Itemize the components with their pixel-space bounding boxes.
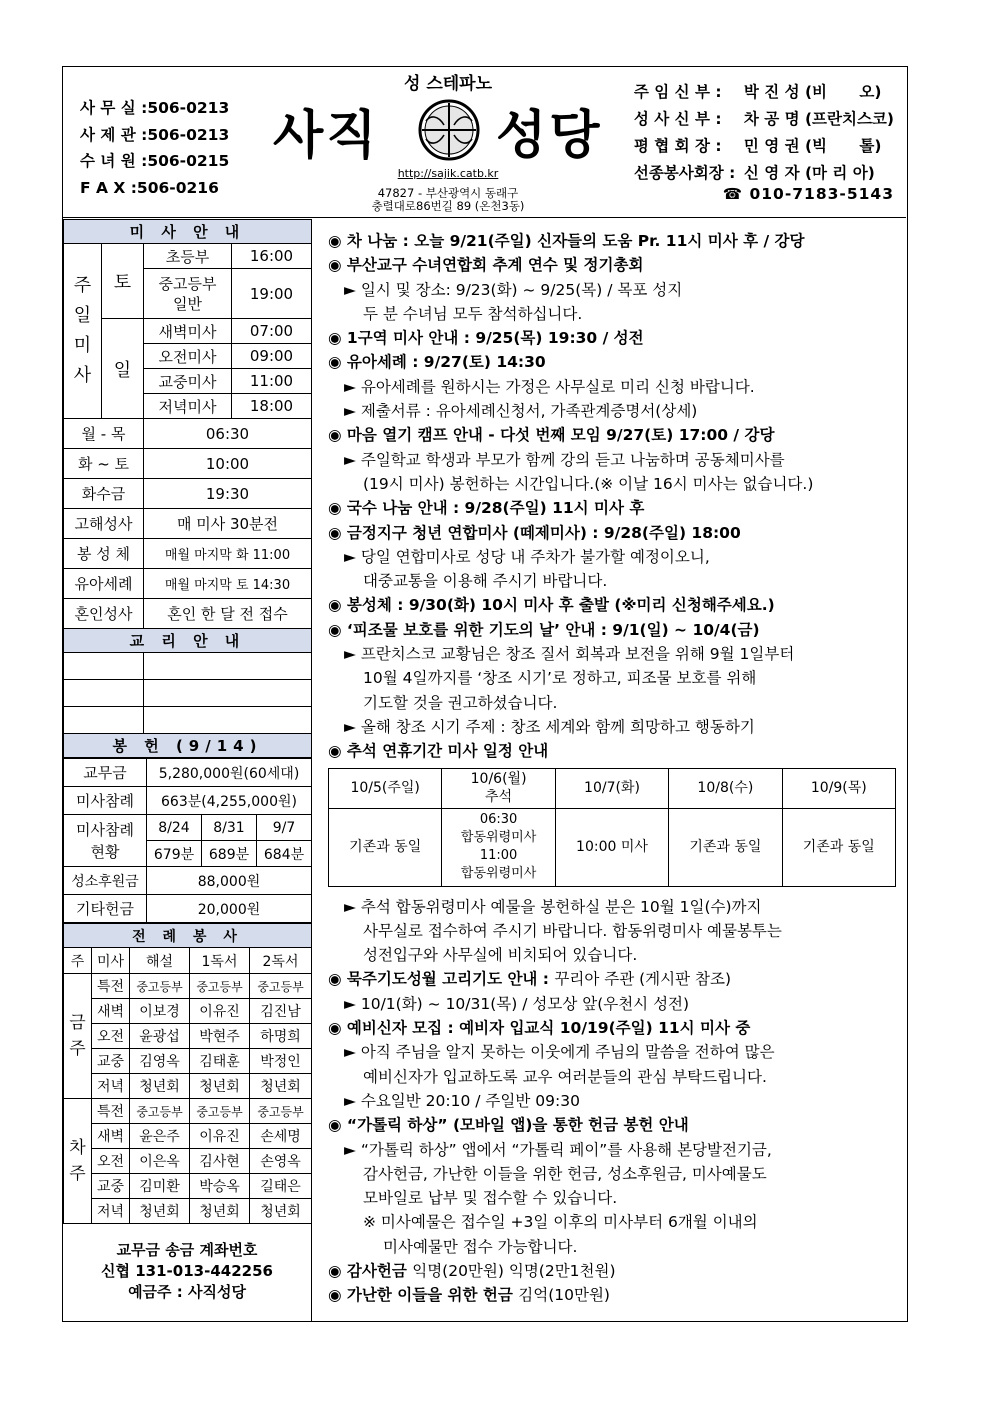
announcement-text: 성전입구와 사무실에 비치되어 있습니다.	[363, 946, 638, 965]
website-link[interactable]: http://sajik.catb.kr	[397, 167, 499, 180]
mass-name: 초등부	[144, 244, 232, 269]
announcement-text: 사무실로 접수하여 주시기 바랍니다. 합동위령미사 예물봉투는	[363, 921, 782, 940]
weekday-name: 화 ~ 토	[64, 449, 144, 479]
schedule-cell: 10:00 미사	[555, 808, 668, 886]
liturgy-cell: 박승옥	[190, 1174, 250, 1199]
announcement-bullet: ► 올해 창조 시기 주제 : 창조 세계와 함께 희망하고 행동하기	[344, 717, 755, 736]
attendance-count: 679분	[147, 841, 202, 867]
liturgy-cell: 특전	[92, 974, 130, 999]
attendance-date: 8/24	[147, 815, 202, 841]
liturgy-cell: 중고등부	[190, 1099, 250, 1124]
mass-info-title: 미 사 안 내	[64, 220, 312, 244]
announcement-heading: ◉ 부산교구 수녀연합회 추계 연수 및 정기총회	[328, 256, 644, 275]
announcement-text: 10월 4일까지를 ‘창조 시기’로 정하고, 피조물 보호를 위해	[363, 669, 757, 688]
liturgy-cell: 청년회	[130, 1199, 190, 1224]
liturgy-cell: 청년회	[250, 1074, 312, 1099]
liturgy-cell: 손세명	[250, 1124, 312, 1149]
announcement-heading: ◉ 차 나눔 : 오늘 9/21(주일) 신자들의 도움 Pr. 11시 미사 후 / 강당	[328, 232, 805, 250]
schedule-day: 10/5(주일)	[329, 768, 442, 808]
announcement-bullet: ► 아직 주님을 알지 못하는 이웃에게 주님의 말씀을 전하여 많은	[344, 1043, 775, 1062]
liturgy-cell: 저녁	[92, 1074, 130, 1099]
announcement-bullet: ► 제출서류 : 유아세례신청서, 가족관계증명서(상세)	[344, 402, 698, 421]
announcement-heading: ◉ 가난한 이들을 위한 헌금 김억(10만원)	[328, 1286, 610, 1305]
offering-value: 20,000원	[147, 895, 312, 923]
sacrament-name: 봉 성 체	[64, 539, 144, 569]
sunday-label: 일	[102, 319, 144, 419]
announcement-bullet: ► 당일 연합미사로 성당 내 주차가 불가할 예정이오니,	[344, 547, 710, 566]
bulletin-header	[63, 67, 906, 218]
church-emblem-icon	[416, 97, 482, 163]
offering-value: 88,000원	[147, 867, 312, 895]
announcement-heading: ◉ 1구역 미사 안내 : 9/25(목) 19:30 / 성전	[328, 329, 644, 348]
liturgy-cell: 교중	[92, 1049, 130, 1074]
liturgy-cell: 김태훈	[190, 1049, 250, 1074]
phone-number: ☎ 010-7183-5143	[722, 185, 894, 203]
liturgy-cell: 오전	[92, 1024, 130, 1049]
announcement-heading: ◉ ‘피조물 보호를 위한 기도의 날’ 안내 : 9/1(일) ~ 10/4(금)	[328, 620, 760, 639]
contact-fax: F A X :506-0216	[80, 178, 219, 197]
attendance-date: 8/31	[202, 815, 257, 841]
liturgy-cell: 이보경	[130, 999, 190, 1024]
liturgy-cell: 새벽	[92, 1124, 130, 1149]
liturgy-cell: 청년회	[190, 1199, 250, 1224]
doctrine-cell	[64, 707, 144, 734]
church-name-right: 성당	[496, 106, 603, 166]
liturgy-title: 전 례 봉 사	[64, 924, 312, 948]
announcement-heading: ◉ “가톨릭 하상” (모바일 앱)을 통한 헌금 봉헌 안내	[328, 1116, 689, 1135]
doctrine-cell	[144, 653, 312, 680]
this-week-label: 금 주	[64, 974, 92, 1099]
offering-title: 봉 헌 (9/14)	[64, 734, 312, 758]
liturgy-header: 해설	[130, 948, 190, 974]
announcement-heading: ◉ 추석 연휴기간 미사 일정 안내	[328, 742, 549, 761]
sacrament-time: 매월 마지막 화 11:00	[144, 539, 312, 569]
liturgy-cell: 박정인	[250, 1049, 312, 1074]
announcement-text: 감사헌금, 가난한 이들을 위한 헌금, 성소후원금, 미사예물도	[363, 1164, 767, 1183]
offering-name: 교무금	[64, 759, 147, 787]
liturgy-cell: 청년회	[250, 1199, 312, 1224]
announcement-bullet: ► 프란치스코 교황님은 창조 질서 회복과 보전을 위해 9월 1일부터	[344, 645, 795, 664]
announcement-bullet: ► 10/1(화) ~ 10/31(목) / 성모상 앞(우천시 성전)	[344, 994, 690, 1013]
mass-time: 19:00	[232, 269, 312, 319]
announcement-heading: ◉ 국수 나눔 안내 : 9/28(주일) 11시 미사 후	[328, 499, 645, 518]
offering-value: 663분(4,255,000원)	[147, 787, 312, 815]
mass-name: 중고등부 일반	[144, 269, 232, 319]
liturgy-cell: 청년회	[130, 1074, 190, 1099]
staff-row: 성 사 신 부 : 차 공 명 (프란치스코)	[633, 110, 894, 128]
liturgy-cell: 이유진	[190, 999, 250, 1024]
liturgy-table	[63, 923, 312, 1224]
office-contacts	[80, 95, 229, 201]
church-address: 47827 - 부산광역시 동래구 충렬대로86번길 89 (온천3동)	[371, 186, 525, 213]
doctrine-cell	[144, 707, 312, 734]
liturgy-cell: 손영옥	[250, 1149, 312, 1174]
liturgy-cell: 새벽	[92, 999, 130, 1024]
weekday-time: 06:30	[144, 419, 312, 449]
doctrine-cell	[144, 680, 312, 707]
doctrine-cell	[64, 653, 144, 680]
liturgy-header: 1독서	[190, 948, 250, 974]
announcement-text: 예비신자가 입교하도록 교우 여러분들의 관심 부탁드립니다.	[363, 1067, 767, 1086]
church-patron: 성 스테파노	[403, 74, 493, 94]
offering-name: 미사참례	[64, 787, 147, 815]
liturgy-header: 미사	[92, 948, 130, 974]
liturgy-cell: 박현주	[190, 1024, 250, 1049]
liturgy-cell: 특전	[92, 1099, 130, 1124]
attendance-count: 689분	[202, 841, 257, 867]
liturgy-cell: 김영옥	[130, 1049, 190, 1074]
liturgy-cell: 중고등부	[250, 974, 312, 999]
attendance-count: 684분	[257, 841, 312, 867]
announcement-bullet: ► 일시 및 장소: 9/23(화) ~ 9/25(목) / 목포 성지	[344, 280, 683, 299]
announcements-column	[314, 219, 906, 1322]
schedule-day: 10/7(화)	[555, 768, 668, 808]
liturgy-cell: 교중	[92, 1174, 130, 1199]
mass-name: 저녁미사	[144, 394, 232, 419]
liturgy-cell: 윤은주	[130, 1124, 190, 1149]
liturgy-header: 주	[64, 948, 92, 974]
liturgy-cell: 길태은	[250, 1174, 312, 1199]
announcement-heading: ◉ 예비신자 모집 : 예비자 입교식 10/19(주일) 11시 미사 중	[328, 1019, 751, 1038]
weekday-name: 화수금	[64, 479, 144, 509]
mass-schedule-table	[63, 219, 312, 758]
mass-time: 18:00	[232, 394, 312, 419]
announcement-note: 미사예물만 접수 가능합니다.	[383, 1237, 578, 1256]
schedule-cell: 기존과 동일	[782, 808, 895, 886]
offering-name: 기타헌금	[64, 895, 147, 923]
announcement-heading: ◉ 마음 열기 캠프 안내 - 다섯 번째 모임 9/27(토) 17:00 / 강당	[328, 426, 775, 445]
mass-name: 새벽미사	[144, 319, 232, 344]
schedule-cell: 기존과 동일	[669, 808, 782, 886]
chuseok-schedule-table	[328, 768, 896, 887]
announcement-bullet: ► 주일학교 학생과 부모가 함께 강의 듣고 나눔하며 공동체미사를	[344, 450, 785, 469]
announcement-text: 대중교통을 이용해 주시기 바랍니다.	[363, 572, 608, 591]
saturday-label: 토	[102, 244, 144, 319]
sacrament-time: 매월 마지막 토 14:30	[144, 569, 312, 599]
schedule-day: 10/6(월) 추석	[442, 768, 555, 808]
liturgy-cell: 윤광섭	[130, 1024, 190, 1049]
mass-time: 07:00	[232, 319, 312, 344]
announcement-heading: ◉ 감사헌금 익명(20만원) 익명(2만1천원)	[328, 1261, 616, 1280]
staff-row: 주 임 신 부 : 박 진 성 (비 오)	[633, 83, 882, 101]
church-title-block	[268, 67, 628, 218]
announcement-heading: ◉ 금정지구 청년 연합미사 (떼제미사) : 9/28(주일) 18:00	[328, 523, 741, 542]
offering-table	[63, 758, 312, 923]
weekday-name: 월 - 목	[64, 419, 144, 449]
announcement-bullet: ► 유아세례를 원하시는 가정은 사무실로 미리 신청 바랍니다.	[344, 377, 755, 396]
bulletin-page	[62, 66, 908, 1322]
attendance-label: 미사참례 현황	[64, 815, 147, 867]
announcement-bullet: ► “가톨릭 하상” 앱에서 “가톨릭 페이”를 사용해 본당발전기금,	[344, 1140, 772, 1159]
staff-row: 선종봉사회장 : 신 영 자 (마 리 아)	[633, 164, 875, 182]
offering-name: 성소후원금	[64, 867, 147, 895]
announcement-heading: ◉ 봉성체 : 9/30(화) 10시 미사 후 출발 (※미리 신청해주세요.)	[328, 596, 775, 615]
mass-name: 교중미사	[144, 369, 232, 394]
contact-office: 사 무 실 :506-0213	[80, 99, 230, 117]
liturgy-cell: 저녁	[92, 1199, 130, 1224]
left-column	[63, 219, 312, 1322]
contact-convent: 수 녀 원 :506-0215	[80, 152, 230, 170]
liturgy-cell: 김미환	[130, 1174, 190, 1199]
church-name-left: 사직	[273, 106, 380, 166]
liturgy-cell: 청년회	[190, 1074, 250, 1099]
next-week-label: 차 주	[64, 1099, 92, 1224]
staff-list	[634, 79, 894, 187]
sacrament-name: 혼인성사	[64, 599, 144, 629]
liturgy-cell: 하명희	[250, 1024, 312, 1049]
schedule-cell: 06:30 합동위령미사 11:00 합동위령미사	[442, 808, 555, 886]
mass-time: 09:00	[232, 344, 312, 369]
schedule-day: 10/9(목)	[782, 768, 895, 808]
weekday-time: 19:30	[144, 479, 312, 509]
sunday-mass-label: 주 일 미 사	[64, 244, 102, 419]
liturgy-cell: 중고등부	[130, 1099, 190, 1124]
liturgy-cell: 이유진	[190, 1124, 250, 1149]
weekday-time: 10:00	[144, 449, 312, 479]
liturgy-cell: 이은옥	[130, 1149, 190, 1174]
offering-value: 5,280,000원(60세대)	[147, 759, 312, 787]
attendance-date: 9/7	[257, 815, 312, 841]
announcement-bullet: ► 수요일반 20:10 / 주일반 09:30	[344, 1091, 580, 1110]
sacrament-time: 혼인 한 달 전 접수	[144, 599, 312, 629]
liturgy-cell: 중고등부	[250, 1099, 312, 1124]
staff-row: 평 협 회 장 : 민 영 권 (빅 톨)	[633, 137, 882, 155]
announcement-heading: ◉ 묵주기도성월 고리기도 안내 : 꾸리아 주관 (게시판 참조)	[328, 970, 731, 989]
doctrine-cell	[64, 680, 144, 707]
bank-account-info: 교무금 송금 계좌번호 신협 131-013-442256 예금주 : 사직성당	[101, 1241, 273, 1301]
announcement-heading: ◉ 유아세례 : 9/27(토) 14:30	[328, 353, 546, 372]
liturgy-cell: 김사현	[190, 1149, 250, 1174]
liturgy-cell: 중고등부	[130, 974, 190, 999]
sacrament-name: 고해성사	[64, 509, 144, 539]
sacrament-name: 유아세례	[64, 569, 144, 599]
liturgy-cell: 김진남	[250, 999, 312, 1024]
doctrine-info-title: 교 리 안 내	[64, 629, 312, 653]
announcement-text: 모바일로 납부 및 접수할 수 있습니다.	[363, 1189, 618, 1208]
mass-time: 16:00	[232, 244, 312, 269]
announcement-bullet: ► 추석 합동위령미사 예물을 봉헌하실 분은 10월 1일(수)까지	[344, 897, 762, 916]
mass-time: 11:00	[232, 369, 312, 394]
announcement-text: (19시 미사) 봉헌하는 시간입니다.(※ 이날 16시 미사는 없습니다.)	[363, 474, 814, 493]
schedule-cell: 기존과 동일	[329, 808, 442, 886]
announcement-text: 기도할 것을 권고하셨습니다.	[363, 693, 558, 712]
contact-rectory: 사 제 관 :506-0213	[80, 125, 230, 144]
liturgy-cell: 중고등부	[190, 974, 250, 999]
announcement-note: ※ 미사예물은 접수일 +3일 이후의 미사부터 6개월 이내의	[363, 1213, 758, 1232]
sacrament-time: 매 미사 30분전	[144, 509, 312, 539]
schedule-day: 10/8(수)	[669, 768, 782, 808]
liturgy-header: 2독서	[250, 948, 312, 974]
liturgy-cell: 오전	[92, 1149, 130, 1174]
mass-name: 오전미사	[144, 344, 232, 369]
announcement-list	[328, 229, 904, 1308]
announcement-text: 두 분 수녀님 모두 참석하십니다.	[363, 304, 583, 323]
